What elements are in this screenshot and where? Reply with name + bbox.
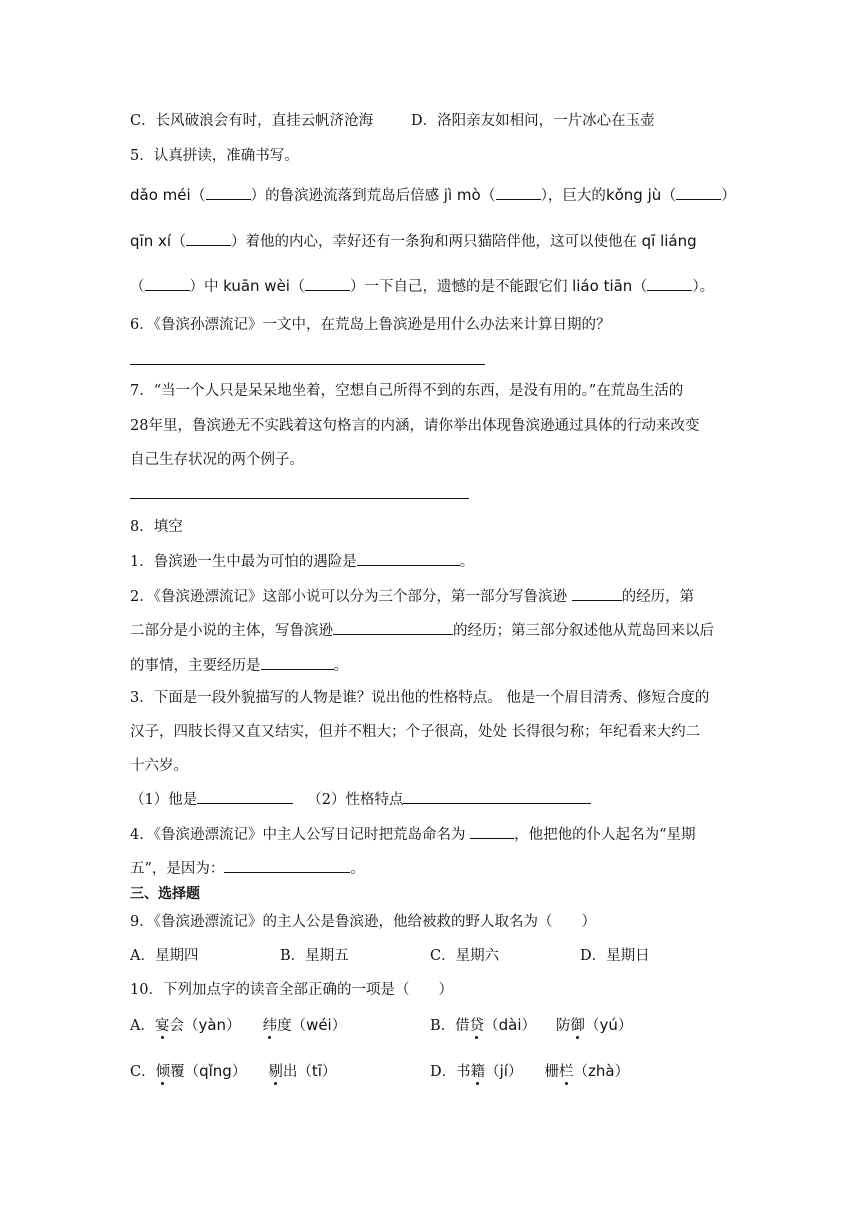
q7-answer-line[interactable] <box>130 498 469 499</box>
q9-option-d[interactable]: D．星期日 <box>580 948 650 964</box>
answer-blank[interactable] <box>224 858 350 873</box>
q8-sub-1: 1．鲁滨逊一生中最为可怕的遇险是 。 <box>130 551 474 572</box>
answer-blank[interactable] <box>676 185 721 200</box>
answer-blank[interactable] <box>206 185 251 200</box>
answer-blank[interactable] <box>572 586 622 601</box>
q6-text: 6．《鲁滨孙漂流记》一文中，在荒岛上鲁滨逊是用什么办法来计算日期的？ <box>130 317 611 333</box>
q8-sub-2-line-3: 的事情，主要经历是 。 <box>130 655 348 676</box>
q7-line-3: 自己生存状况的两个例子。 <box>130 452 304 468</box>
answer-blank[interactable] <box>470 824 514 839</box>
q7-line-2: 28年里，鲁滨逊无不实践着这句格言的内涵，请你举出体现鲁滨逊通过具体的行动来改变 <box>130 418 700 434</box>
q6-answer-line[interactable] <box>130 364 485 365</box>
answer-blank[interactable] <box>145 276 190 291</box>
q8-sub-4-line-2: 五”，是因为： 。 <box>130 858 365 879</box>
answer-blank[interactable] <box>197 789 293 804</box>
q10-option-b[interactable]: B．借贷（dài） 防御（yú） <box>430 1016 633 1034</box>
answer-blank[interactable] <box>647 276 692 291</box>
q9-option-a[interactable]: A．星期四 <box>130 948 199 964</box>
q8-sub-2-line-2: 二部分是小说的主体，写鲁滨逊 的经历；第三部分叙述他从荒岛回来以后 <box>130 620 714 641</box>
q5-line-2: qīn xí（ ）着他的内心，幸好还有一条狗和两只猫陪伴他，这可以使他在 qī liáng <box>130 232 697 250</box>
q4-option-d: D．洛阳亲友如相问，一片冰心在玉壶 <box>411 113 655 129</box>
answer-blank[interactable] <box>261 655 334 670</box>
q8-sub-3-answers: （1）他是 （2）性格特点 <box>130 789 591 810</box>
q9-option-c[interactable]: C．星期六 <box>430 948 500 964</box>
q8-sub-3-line-1: 3．下面是一段外貌描写的人物是谁？说出他的性格特点。 他是一个眉目清秀、修短合度的 <box>130 690 710 706</box>
answer-blank[interactable] <box>357 551 460 566</box>
q10-option-a[interactable]: A．宴会（yàn） 纬度（wéi） <box>130 1016 347 1034</box>
q9-text: 9．《鲁滨逊漂流记》的主人公是鲁滨逊，他给被救的野人取名为（ ） <box>130 914 596 930</box>
q10-option-d[interactable]: D．书籍（jí） 栅栏（zhà） <box>430 1062 630 1080</box>
q8-sub-3-line-2: 汉子，四肢长得又直又结实，但并不粗大；个子很高，处处 长得很匀称；年纪看来大约二 <box>130 724 701 740</box>
q8-title: 8．填空 <box>130 519 183 535</box>
q5-title: 5．认真拼读，准确书写。 <box>130 148 299 164</box>
q10-text: 10．下列加点字的读音全部正确的一项是（ ） <box>130 982 453 998</box>
answer-blank[interactable] <box>186 231 231 246</box>
section-title-choice: 三、选择题 <box>130 886 200 902</box>
answer-blank[interactable] <box>496 185 541 200</box>
q10-option-c[interactable]: C．倾覆（qǐng） 剔出（tī） <box>130 1062 337 1080</box>
q8-sub-4-line-1: 4．《鲁滨逊漂流记》中主人公写日记时把荒岛命名为 ，他把他的仆人起名为“星期 <box>130 824 696 845</box>
q8-sub-2-line-1: 2．《鲁滨逊漂流记》这部小说可以分为三个部分，第一部分写鲁滨逊 的经历，第 <box>130 586 694 607</box>
q4-option-c: C．长风破浪会有时，直挂云帆济沧海 <box>130 113 374 129</box>
q9-option-b[interactable]: B．星期五 <box>280 948 349 964</box>
q7-line-1: 7．“当一个人只是呆呆地坐着，空想自己所得不到的东西，是没有用的。”在荒岛生活的 <box>130 383 684 399</box>
q5-line-1: dǎo méi（ ）的鲁滨逊流落到荒岛后倍感 jì mò（ ），巨大的kǒng jù（ ） <box>130 186 736 204</box>
q5-line-3: （ ）中 kuān wèi（ ）一下自己，遗憾的是不能跟它们 liáo tiān（ ）。 <box>130 277 715 295</box>
answer-blank[interactable] <box>305 276 350 291</box>
answer-blank[interactable] <box>403 789 591 804</box>
answer-blank[interactable] <box>333 620 453 635</box>
q8-sub-3-line-3: 十六岁。 <box>130 758 188 774</box>
